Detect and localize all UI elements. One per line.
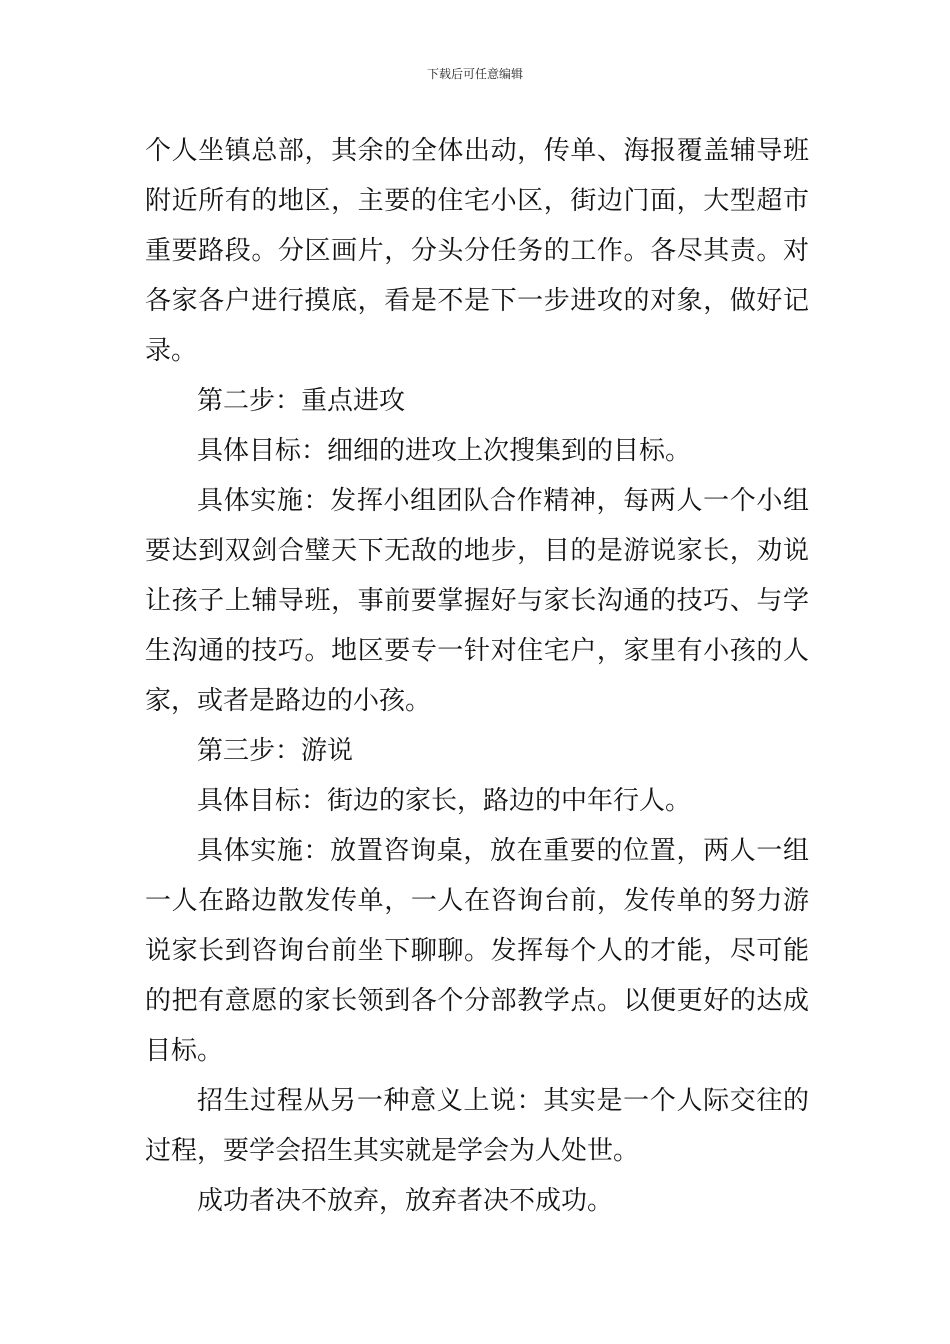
paragraph-step-2-goal: 具体目标：细细的进攻上次搜集到的目标。 — [197, 436, 692, 466]
paragraph-step-2-heading: 第二步：重点进攻 — [197, 386, 406, 416]
paragraph-step-3-goal: 具体目标：街边的家长，路边的中年行人。 — [197, 786, 692, 816]
paragraph-1: 个人坐镇总部，其余的全体出动，传单、海报覆盖辅导班附近所有的地区，主要的住宅小区，街边门面，大型超市重要路段。分区画片，分头分任务的工作。各尽其责。对各家各户进行摸底，看是不是下一步进攻的对象，做好记录。 — [145, 136, 809, 366]
paragraph-step-2-implementation: 具体实施：发挥小组团队合作精神，每两人一个小组要达到双剑合璧天下无敌的地步，目的是游说家长，劝说让孩子上辅导班，事前要掌握好与家长沟通的技巧、与学生沟通的技巧。地区要专一针对住宅户，家里有小孩的人家，或者是路边的小孩。 — [145, 486, 809, 716]
document-body — [145, 126, 809, 1226]
paragraph-step-3-heading: 第三步：游说 — [197, 736, 354, 766]
paragraph-summary: 招生过程从另一种意义上说：其实是一个人际交往的过程，要学会招生其实就是学会为人处世。 — [145, 1086, 809, 1166]
paragraph-motto: 成功者决不放弃，放弃者决不成功。 — [197, 1186, 614, 1216]
paragraph-step-3-implementation: 具体实施：放置咨询桌，放在重要的位置，两人一组一人在路边散发传单，一人在咨询台前，发传单的努力游说家长到咨询台前坐下聊聊。发挥每个人的才能，尽可能的把有意愿的家长领到各个分部教学点。以便更好的达成目标。 — [145, 836, 809, 1066]
page-header: 下载后可任意编辑 — [426, 67, 523, 81]
